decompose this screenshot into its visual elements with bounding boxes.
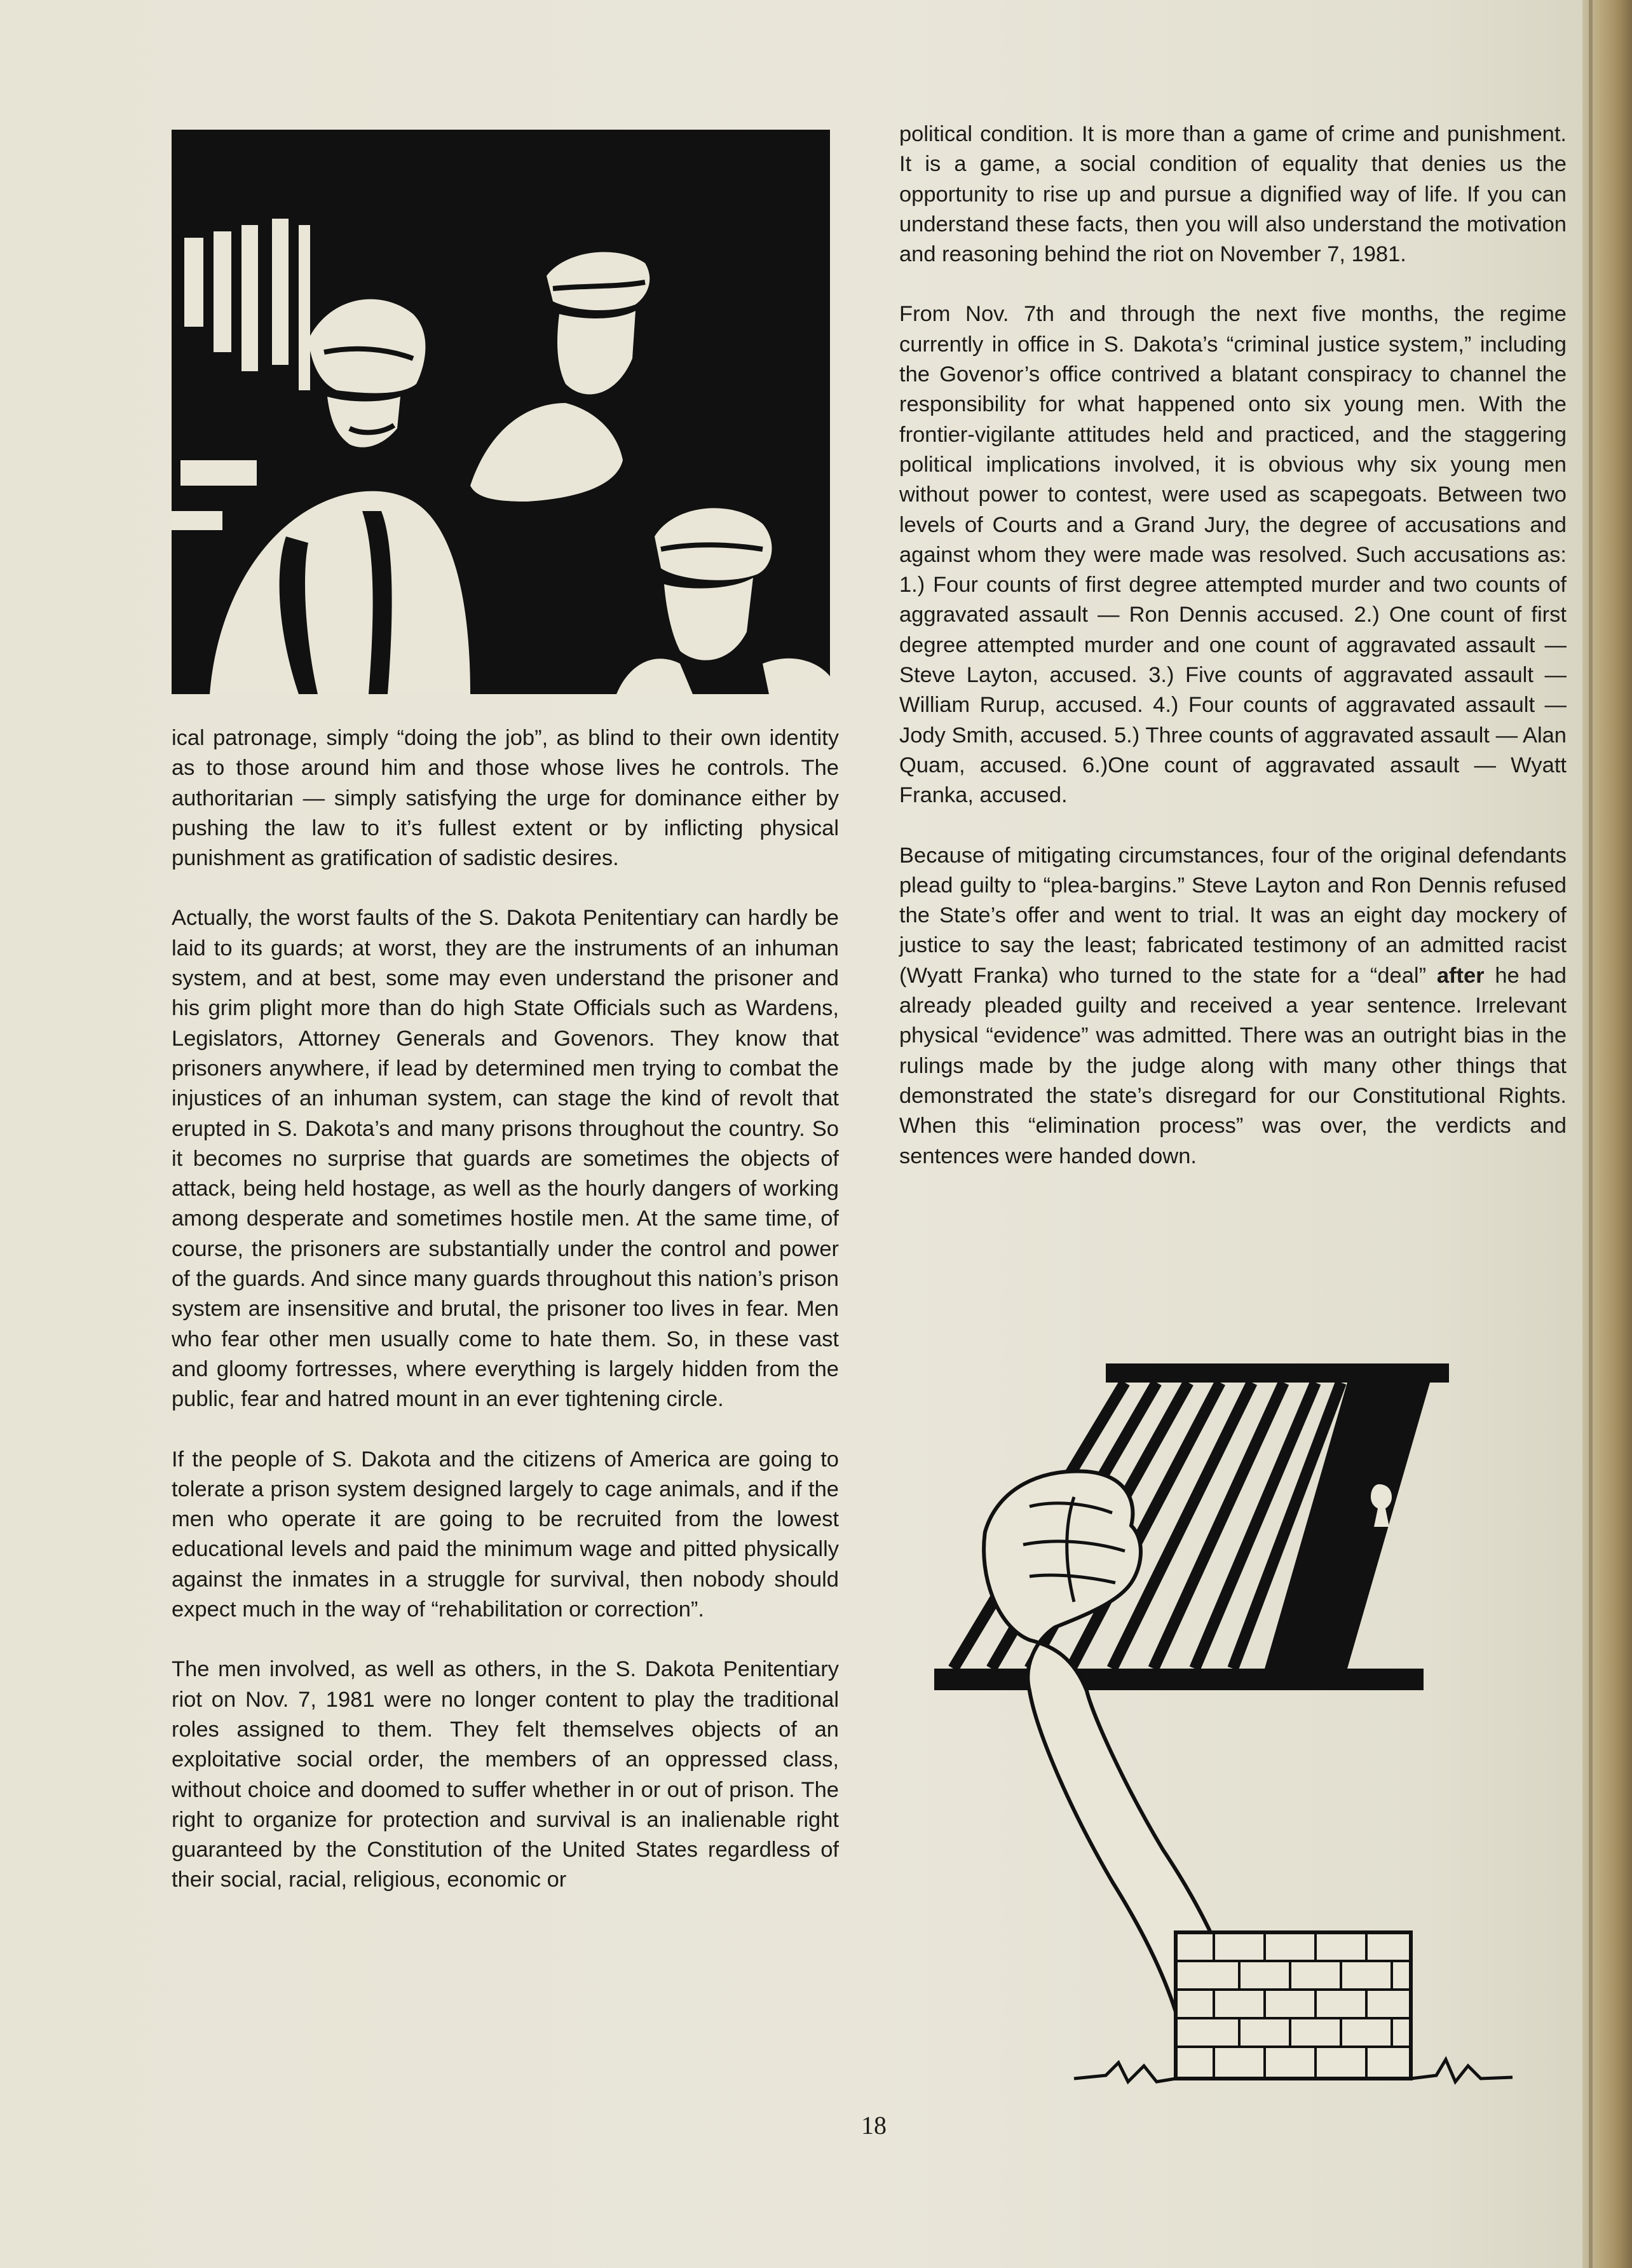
emphasis-after: after — [1436, 963, 1485, 988]
page-number: 18 — [861, 2111, 887, 2140]
left-paragraph-1: ical patronage, simply “doing the job”, as blind to their own identity as to those around him and those whose lives he controls. The authoritarian — simply satisfying the urge for dominance either by pushing the law to it’s fullest extent or by inflicting physical punishment as gratification of sadistic desires. — [172, 726, 839, 871]
hand-on-bars-illustration — [928, 1360, 1563, 2136]
left-column — [172, 723, 839, 1896]
left-paragraph-2: Actually, the worst faults of the S. Dakota Penitentiary can hardly be laid to its guards; at worst, they are the instruments of an inhuman system, and at best, some may even understand the prisoner and his grim plight more than do high State Officials such as Wardens, Legislators, Attorney Generals and Govenors. They know that prisoners anywhere, if lead by determined men trying to combat the injustices of an inhuman system, can stage the kind of revolt that erupted in S. Dakota’s and many prisons throughout the country. So it becomes no surprise that guards are sometimes the objects of attack, being held hostage, as well as the hourly dangers of working among desperate and sometimes hostile men. At the same time, of course, the prisoners are substantially under the control and power of the guards. And since many guards throughout this nation’s prison system are insensitive and brutal, the prisoner too lives in fear. Men who fear other men usually come to hate them. So, in these vast and gloomy fortresses, where everything is largely hidden from the public, fear and hatred mount in an ever tightening circle. — [172, 906, 839, 1412]
woodcut-illustration — [172, 130, 830, 694]
right-paragraph-3-part-2: he had already pleaded guilty and received a year sentence. Irrelevant physical “evidence” was admitted. There was an outright bias in the rulings made by the judge along with many other things that demonstrated the state’s disregard for our Constitutional Rights. When this “elimination process” was over, the verdicts and sentences were handed down. — [899, 963, 1567, 1168]
right-paragraph-2: From Nov. 7th and through the next five months, the regime currently in office in S. Dakota’s “criminal justice system,” including the Govenor’s office contrived a blatant conspiracy to channel the responsibility for what happened onto six young men. With the frontier-vigilante attitudes held and practiced, and the staggering political implications involved, it is obvious why six young men without power to contest, were used as scapegoats. Between two levels of Courts and a Grand Jury, the degree of accusations and against whom they were made was resolved. Such accusations as: 1.) Four counts of first degree attempted murder and two counts of aggravated assault — Ron Dennis accused. 2.) One count of first degree attempted murder and one count of aggravated assault — Steve Layton, accused. 3.) Five counts of aggravated assault — William Rurup, accused. 4.) Four counts of aggravated assault — Jody Smith, accused. 5.) Three counts of aggravated assault — Alan Quam, accused. 6.)One count of aggravated assault — Wyatt Franka, accused. — [899, 302, 1567, 808]
left-paragraph-3: If the people of S. Dakota and the citizens of America are going to tolerate a prison system designed largely to cage animals, and if the men who operate it are going to be recruited from the lowest educational levels and paid the minimum wage and pitted physically against the inmates in a struggle for survival, then nobody should expect much in the way of “rehabilitation or correction”. — [172, 1447, 839, 1622]
right-column — [899, 120, 1567, 1172]
right-paragraph-3 — [899, 841, 1567, 1172]
binding-edge — [1582, 0, 1632, 2268]
left-paragraph-4: The men involved, as well as others, in the S. Dakota Penitentiary riot on Nov. 7, 1981 were no longer content to play the traditional roles assigned to them. They felt themselves objects of an exploitative social order, the members of an oppressed class, without choice and doomed to suffer whether in or out of prison. The right to organize for protection and survival is an inalienable right guaranteed by the Constitution of the United States regardless of their social, racial, religious, economic or — [172, 1657, 839, 1892]
right-paragraph-1: political condition. It is more than a game of crime and punishment. It is a game, a social condition of equality that denies us the opportunity to rise up and pursue a dignified way of life. If you can understand these facts, then you will also understand the motivation and reasoning behind the riot on November 7, 1981. — [899, 122, 1567, 267]
right-paragraph-3-part-1: Because of mitigating circumstances, four of the original defendants plead guilty to “plea-bargins.” Steve Layton and Ron Dennis refused the State’s offer and went to trial. It was an eight day mockery of justice to say the least; fabricated testimony of an admitted racist (Wyatt Franka) who turned to the state for a “deal” — [899, 843, 1567, 988]
